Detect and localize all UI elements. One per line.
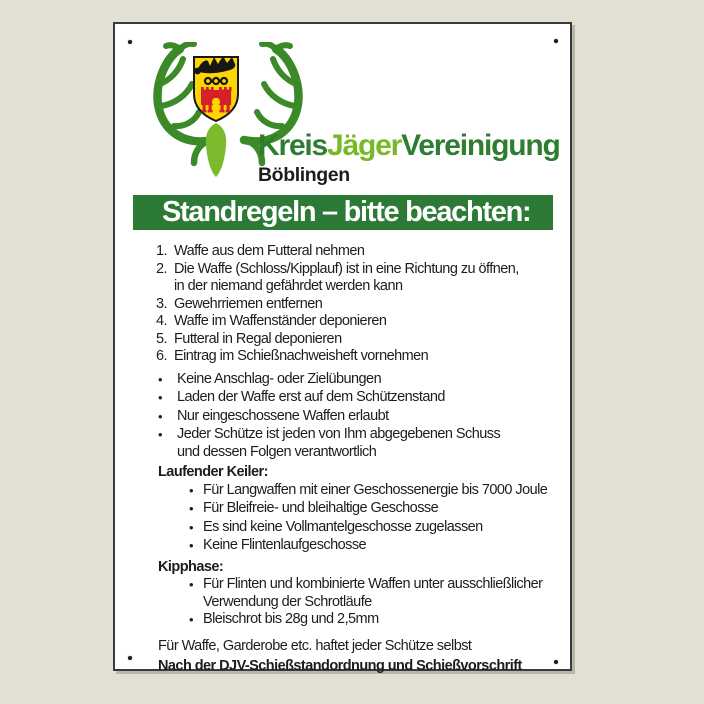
title-banner bbox=[133, 195, 553, 230]
rules-content bbox=[156, 243, 562, 676]
bullet-marker bbox=[156, 389, 177, 408]
rule-text: Bleischrot bis 28g und 2,5mm bbox=[203, 611, 379, 627]
brand-part-kreis: Kreis bbox=[258, 129, 328, 162]
rule-number: 2. bbox=[156, 260, 167, 277]
rule-item bbox=[156, 243, 562, 261]
section-heading: Kipphase: bbox=[158, 558, 224, 575]
rule-text: in der niemand gefährdet werden kann bbox=[174, 278, 403, 294]
deer-head-shape bbox=[206, 123, 226, 177]
association-name bbox=[258, 130, 560, 162]
rule-text: Für Flinten und kombinierte Waffen unter ausschließlicher bbox=[203, 576, 543, 592]
regulation-note: Nach der DJV-Schießstandordnung und Schießvorschrift bbox=[158, 658, 522, 674]
brand-part-vereinigung: Vereinigung bbox=[401, 129, 560, 162]
general-rules-list bbox=[156, 371, 562, 462]
list-item bbox=[156, 371, 562, 390]
list-item bbox=[189, 519, 562, 538]
rule-number: 5. bbox=[156, 330, 167, 347]
bullet-marker bbox=[189, 482, 203, 501]
rule-text: Die Waffe (Schloss/Kipplauf) ist in eine Richtung zu öffnen, bbox=[174, 260, 519, 277]
bullet-marker bbox=[156, 426, 177, 461]
rule-number: 3. bbox=[156, 295, 167, 312]
bullet-marker bbox=[189, 576, 203, 611]
list-item bbox=[156, 389, 562, 408]
rule-text: Es sind keine Vollmantelgeschosse zugelassen bbox=[203, 518, 483, 535]
bullet-marker bbox=[189, 537, 203, 556]
list-item bbox=[156, 426, 562, 461]
bullet-marker bbox=[189, 611, 203, 630]
rule-text: und dessen Folgen verantwortlich bbox=[177, 443, 377, 460]
list-item bbox=[189, 537, 562, 556]
rule-text: Futteral in Regal deponieren bbox=[174, 330, 342, 347]
rule-text: Nur eingeschossene Waffen erlaubt bbox=[177, 407, 389, 424]
rule-text: Waffe im Waffenständer deponieren bbox=[174, 313, 387, 329]
screw-hole-top-right bbox=[554, 39, 558, 43]
rule-text: Für Langwaffen mit einer Geschossenergie bis 7000 Joule bbox=[203, 481, 548, 498]
list-item bbox=[156, 408, 562, 427]
list-item bbox=[189, 482, 562, 501]
rule-item bbox=[156, 313, 562, 331]
rule-number: 4. bbox=[156, 313, 167, 329]
bullet-marker bbox=[189, 519, 203, 538]
section-kipphase bbox=[156, 559, 562, 630]
section-laufender-keiler bbox=[156, 464, 562, 556]
boeblingen-coat-of-arms bbox=[194, 56, 238, 121]
bullet-marker bbox=[156, 371, 177, 390]
section-heading: Laufender Keiler: bbox=[158, 464, 268, 480]
banner-title: Standregeln – bitte beachten: bbox=[162, 196, 531, 228]
liability-note: Für Waffe, Garderobe etc. haftet jeder Schütze selbst bbox=[158, 637, 472, 654]
list-item bbox=[189, 576, 562, 611]
association-city: Böblingen bbox=[258, 164, 350, 186]
rule-text: Keine Flintenlaufgeschosse bbox=[203, 537, 367, 553]
numbered-rules-list bbox=[156, 243, 562, 366]
brand-part-jaeger: Jäger bbox=[327, 129, 402, 162]
screw-hole-top-left bbox=[128, 40, 132, 44]
rule-item bbox=[156, 348, 562, 366]
rule-item bbox=[156, 261, 562, 296]
rule-text: Waffe aus dem Futteral nehmen bbox=[174, 243, 365, 259]
range-rules-sign bbox=[113, 22, 572, 674]
rule-item bbox=[156, 331, 562, 349]
rule-text: Verwendung der Schrotläufe bbox=[203, 593, 372, 610]
rule-text: Laden der Waffe erst auf dem Schützenstand bbox=[177, 389, 445, 405]
rule-text: Für Bleifreie- und bleihaltige Geschosse bbox=[203, 500, 439, 516]
rule-text: Keine Anschlag- oder Zielübungen bbox=[177, 370, 382, 387]
list-item bbox=[189, 500, 562, 519]
bullet-marker bbox=[156, 408, 177, 427]
rule-item bbox=[156, 296, 562, 314]
rule-number: 1. bbox=[156, 243, 167, 259]
rule-number: 6. bbox=[156, 348, 167, 364]
list-item bbox=[189, 611, 562, 630]
rule-text: Gewehrriemen entfernen bbox=[174, 295, 323, 312]
rule-text: Eintrag im Schießnachweisheft vornehmen bbox=[174, 348, 429, 364]
rule-text: Jeder Schütze ist jeden von Ihm abgegebenen Schuss bbox=[177, 426, 501, 442]
bullet-marker bbox=[189, 500, 203, 519]
screw-hole-bottom-left bbox=[128, 656, 132, 660]
